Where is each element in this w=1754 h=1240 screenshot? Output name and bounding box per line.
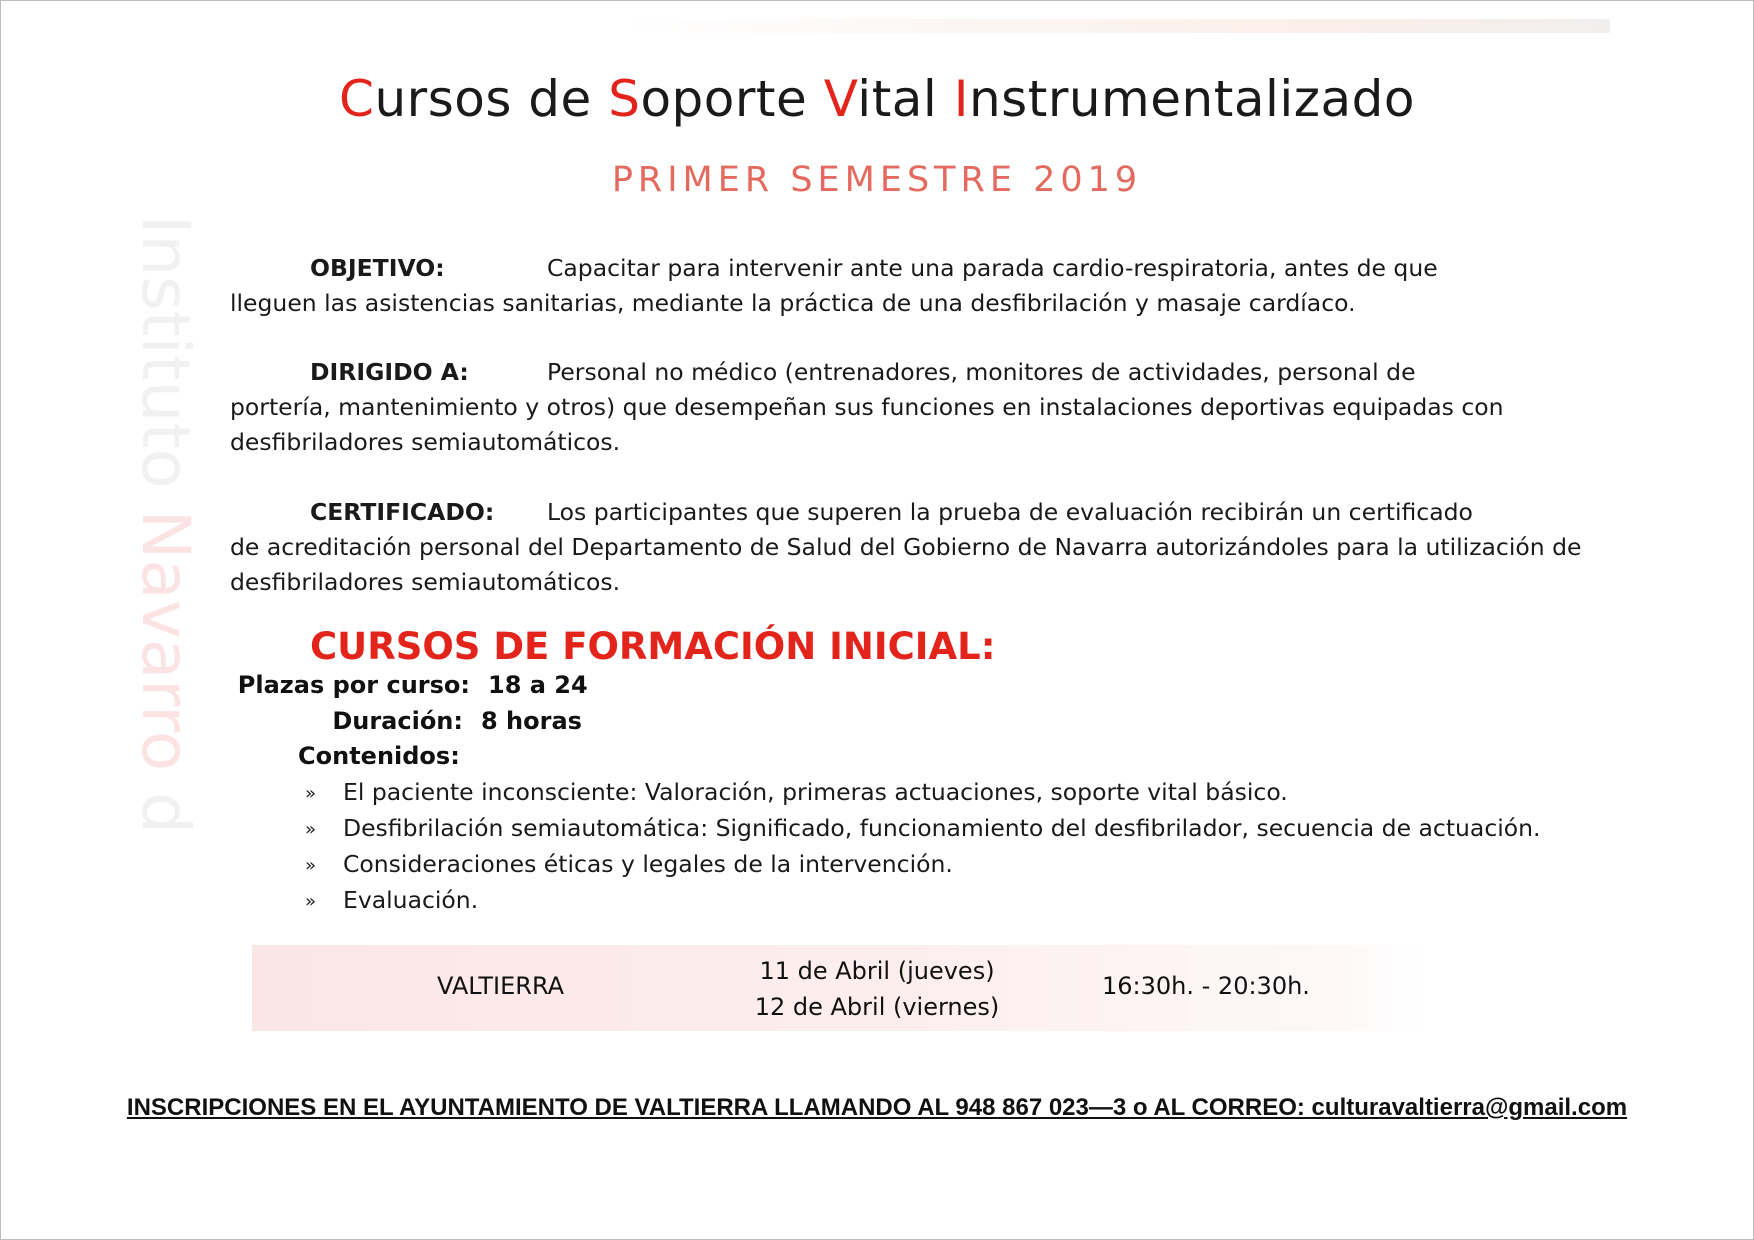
- dirigido-text-line1: Personal no médico (entrenadores, monitores de actividades, personal de: [547, 358, 1416, 386]
- objetivo-label: OBJETIVO:: [310, 254, 445, 282]
- title-part-oporte: oporte: [640, 70, 824, 128]
- schedule-band: [252, 945, 1427, 1031]
- list-item-text: El paciente inconsciente: Valoración, primeras actuaciones, soporte vital básico.: [343, 778, 1288, 806]
- cursos-heading: CURSOS DE FORMACIÓN INICIAL:: [310, 625, 996, 668]
- list-item-text: Desfibrilación semiautomática: Significado, funcionamiento del desfibrilador, secuencia de actuación.: [343, 814, 1541, 842]
- dirigido-label: DIRIGIDO A:: [310, 358, 469, 386]
- watermark-word-instituto: Instituto: [127, 215, 204, 510]
- watermark-text: [127, 215, 204, 835]
- bullet-icon: »: [305, 891, 317, 912]
- title-cap-i: I: [953, 70, 969, 128]
- title-part-nstrumentalizado: nstrumentalizado: [968, 70, 1415, 128]
- schedule-date-2: 12 de Abril (viernes): [754, 993, 1000, 1021]
- dirigido-text-rest: portería, mantenimiento y otros) que desempeñan sus funciones en instalaciones deportivas equipadas con desfibriladores semiautomáticos.: [230, 393, 1504, 456]
- plazas-value: 18 a 24: [488, 671, 588, 699]
- duracion-value: 8 horas: [481, 707, 582, 735]
- duracion-row: [230, 707, 582, 735]
- registration-footer: [0, 1094, 1754, 1122]
- certificado-text-rest: de acreditación personal del Departamento de Salud del Gobierno de Navarra autorizándoles para la utilización de desfibriladores semiautomáticos.: [230, 533, 1582, 596]
- certificado-label: CERTIFICADO:: [310, 498, 495, 526]
- duracion-label: Duración:: [332, 707, 463, 735]
- title-part-ital: ital: [857, 70, 954, 128]
- bullet-icon: »: [305, 819, 317, 840]
- list-item-text: Evaluación.: [343, 886, 479, 914]
- plazas-label: Plazas por curso:: [237, 671, 470, 699]
- list-item: [305, 775, 1541, 811]
- certificado-text-line1: Los participantes que superen la prueba de evaluación recibirán un certificado: [547, 498, 1473, 526]
- title-cap-v: V: [823, 70, 858, 128]
- dirigido-section: [230, 355, 1610, 460]
- schedule-location: VALTIERRA: [437, 972, 565, 1000]
- objetivo-text-rest: lleguen las asistencias sanitarias, mediante la práctica de una desfibrilación y masaje cardíaco.: [230, 289, 1356, 317]
- list-item: [305, 811, 1541, 847]
- page-subtitle: PRIMER SEMESTRE 2019: [611, 160, 1143, 200]
- bullet-icon: »: [305, 783, 317, 804]
- registration-text: INSCRIPCIONES EN EL AYUNTAMIENTO DE VALTIERRA LLAMANDO AL 948 867 023—3 o AL CORREO: culturavaltierra@gmail.com: [126, 1094, 1628, 1121]
- contenidos-list: [305, 775, 1541, 919]
- page-title: [0, 70, 1754, 128]
- title-cap-s: S: [608, 70, 641, 128]
- plazas-row: [230, 671, 588, 699]
- schedule-hours: 16:30h. - 20:30h.: [1102, 972, 1310, 1000]
- certificado-section: [230, 495, 1610, 600]
- header-decorative-band: [620, 19, 1610, 33]
- watermark-tail: d: [127, 771, 204, 835]
- title-part-ursos: ursos de: [374, 70, 609, 128]
- objetivo-text-line1: Capacitar para intervenir ante una parada cardio-respiratoria, antes de que: [547, 254, 1438, 282]
- title-cap-c: C: [339, 70, 375, 128]
- contenidos-label: Contenidos:: [298, 742, 460, 770]
- list-item: [305, 847, 1541, 883]
- watermark-word-navarro: Navarro: [127, 509, 204, 772]
- list-item: [305, 883, 1541, 919]
- objetivo-section: [230, 251, 1610, 321]
- schedule-date-1: 11 de Abril (jueves): [759, 957, 995, 985]
- watermark: [127, 215, 204, 935]
- list-item-text: Consideraciones éticas y legales de la intervención.: [343, 850, 953, 878]
- bullet-icon: »: [305, 855, 317, 876]
- schedule-dates: [682, 953, 1072, 1025]
